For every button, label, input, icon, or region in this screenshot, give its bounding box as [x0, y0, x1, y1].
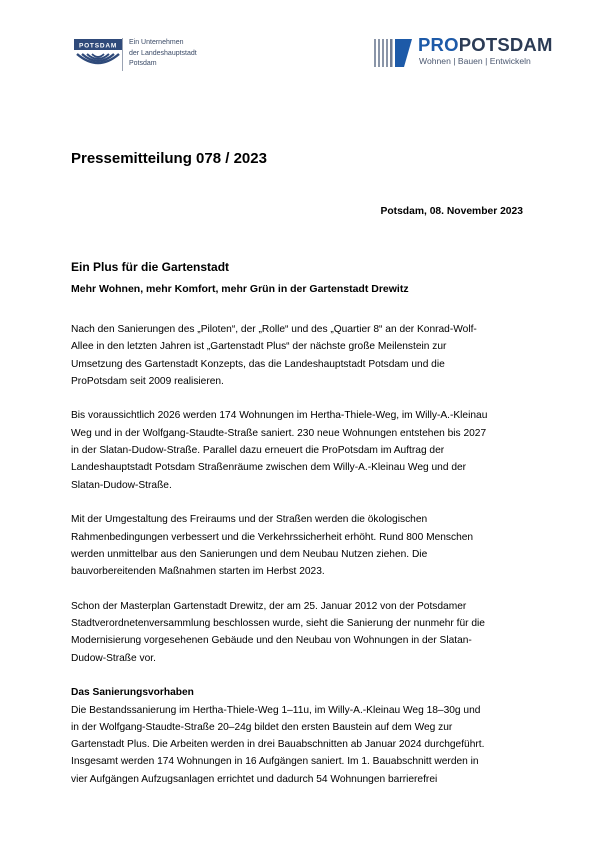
propotsdam-bars-logo [374, 37, 412, 69]
text-line: in der Wolfgang-Staudte-Straße 20–24g bildet den ersten Baustein auf dem Weg zur [71, 721, 453, 733]
section-heading: Das Sanierungsvorhaben [71, 687, 194, 699]
text-line: Bis voraussichtlich 2026 werden 174 Wohnungen im Hertha-Thiele-Weg, im Willy-A.-Kleinau [71, 410, 488, 422]
text-line: werden unmittelbar aus den Sanierungen und dem Neubau Nutzen ziehen. Die [71, 548, 428, 560]
text-line: bauvorbereitenden Maßnahmen starten im Herbst 2023. [71, 566, 325, 578]
text-line: vier Aufgängen Aufzugsanlagen errichtet und dadurch 54 Wohnungen barrierefrei [71, 773, 438, 785]
paragraph [71, 511, 527, 580]
propotsdam-pro: PRO [418, 34, 459, 55]
text-line: Nach den Sanierungen des „Piloten“, der „Rolle“ und des „Quartier 8“ an der Konrad-Wolf- [71, 324, 477, 335]
propotsdam-wordmark [418, 34, 553, 56]
potsdam-tagline [129, 38, 197, 70]
page-title: Pressemitteilung 078 / 2023 [71, 150, 267, 167]
body-text [71, 321, 527, 788]
paragraph [71, 407, 527, 493]
section [71, 684, 527, 788]
text-line: Dudow-Straße vor. [71, 652, 156, 664]
press-date: Potsdam, 08. November 2023 [380, 206, 523, 217]
potsdam-city-logo [73, 38, 125, 72]
subheadline: Mehr Wohnen, mehr Komfort, mehr Grün in der Gartenstadt Drewitz [71, 283, 409, 295]
potsdam-tagline-line: Potsdam [129, 60, 157, 67]
text-line: Slatan-Dudow-Straße. [71, 479, 172, 491]
text-line: Landeshauptstadt Potsdam Straßenräume zwischen dem Willy-A.-Kleinau Weg und der [71, 462, 467, 474]
propotsdam-subtitle: Wohnen | Bauen | Entwickeln [419, 56, 531, 66]
text-line: in der Slatan-Dudow-Straße. Parallel dazu erneuert die ProPotsdam im Auftrag der [71, 445, 445, 457]
text-line: Modernisierung vorgesehenen Gebäude und den Neubau von Wohnungen in der Slatan- [71, 635, 472, 647]
text-line: ProPotsdam seit 2009 realisieren. [71, 375, 224, 387]
paragraph [71, 598, 527, 667]
text-line: Schon der Masterplan Gartenstadt Drewitz, der am 25. Januar 2012 von der Potsdamer [71, 600, 467, 612]
text-line: Allee in den letzten Jahren ist „Gartenstadt Plus“ der nächste große Meilenstein zur [71, 341, 447, 353]
paragraph [71, 321, 527, 390]
potsdam-tagline-line: der Landeshauptstadt [129, 49, 197, 57]
text-line: Gartenstadt Plus. Die Arbeiten werden in drei Bauabschnitten ab Januar 2024 durchgeführt. [71, 739, 485, 751]
text-line: Weg und in der Wolfgang-Staudte-Straße saniert. 230 neue Wohnungen entstehen bis 2027 [71, 427, 487, 439]
text-line: Stadtverordnetenversammlung beschlossen wurde, sieht die Sanierung der nunmehr für die [71, 618, 485, 630]
text-line: Mit der Umgestaltung des Freiraums und der Straßen werden die ökologischen [71, 514, 428, 526]
potsdam-tagline-line: Ein Unternehmen [129, 39, 184, 46]
text-line: Die Bestandssanierung im Hertha-Thiele-Weg 1–11u, im Willy-A.-Kleinau Weg 18–30g und [71, 704, 481, 716]
text-line: Insgesamt werden 174 Wohnungen in 16 Aufgängen saniert. Im 1. Bauabschnitt werden in [71, 756, 479, 768]
propotsdam-potsdam: POTSDAM [458, 34, 553, 55]
text-line: Umsetzung des Gartenstadt Konzepts, das die Landeshauptstadt Potsdam und die [71, 358, 445, 370]
logo-divider [122, 38, 123, 71]
svg-text:POTSDAM: POTSDAM [78, 42, 118, 50]
headline: Ein Plus für die Gartenstadt [71, 260, 230, 274]
text-line: Rahmenbedingungen verbessert und die Verkehrssicherheit erhöht. Rund 800 Menschen [71, 531, 474, 543]
